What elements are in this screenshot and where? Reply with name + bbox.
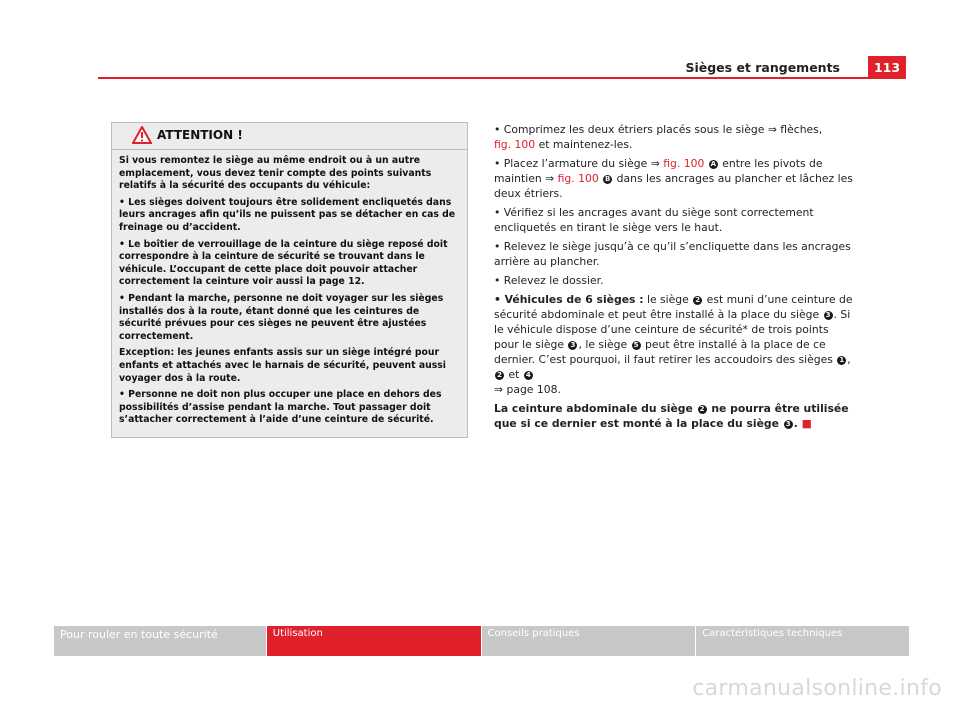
footer-nav [54,626,909,656]
step-compress: • Comprimez les deux étriers placés sous le siège ⇒ flèches, fig. 100 et maintenez-les. [494,123,823,151]
six-seat-note: • Véhicules de 6 sièges : le siège 2 est muni d’une ceinture de sécurité abdominale et peut être installé à la place du siège 3 . Si le véhicule dispose d’une ceinture de sécurité* de trois points pour le siège 3 , le siège 5 peut être installé à la place de ce dernier. C’est pourquoi, il faut retirer les accoudoirs des sièges 1 , 2 et 4 ⇒ page 108. [494,293,853,396]
warning-header [112,123,467,150]
tab-safety[interactable]: Pour rouler en toute sécurité [54,626,266,656]
fig-link[interactable]: fig. 100 [557,172,599,185]
lap-belt-note: La ceinture abdominale du siège 2 ne pourra être utilisée que si ce dernier est monté à la place du siège 3 . ■ [494,402,849,430]
marker-a: A [710,160,716,168]
warning-title: ATTENTION ! [157,128,243,142]
page-number: 113 [868,56,906,79]
marker-b: B [605,175,611,183]
step-verify: • Vérifiez si les ancrages avant du siège sont correctement encliquetés en tirant le siège vers le haut. [494,206,814,234]
warning-paragraph: • Pendant la marche, personne ne doit voyager sur les sièges installés dos à la route, étant donné que les ceintures de sécurité prévues pour ces sièges ne peuvent être ajustées correctement. [119,292,444,342]
warning-paragraph: • Le boîtier de verrouillage de la ceinture du siège reposé doit correspondre à la ceinture de sécurité se trouvant dans le véhicule. L’occupant de cette place doit pouvoir attacher correctement la ceinture voir aussi la page 12. [119,238,448,288]
page-ref[interactable]: ⇒ page 108. [494,383,561,396]
page-header [0,56,960,78]
step-raise-back: • Relevez le dossier. [494,274,604,287]
step-raise-seat: • Relevez le siège jusqu’à ce qu’il s’encliquette dans les ancrages arrière au plancher. [494,240,851,268]
fig-link[interactable]: fig. 100 [494,138,536,151]
main-text [494,122,854,435]
section-title: Sièges et rangements [685,60,840,75]
step-place-frame: • Placez l’armature du siège ⇒ fig. 100 A entre les pivots de maintien ⇒ fig. 100 B dans les ancrages au plancher et lâchez les deux étriers. [494,157,853,200]
watermark: carmanualsonline.info [692,676,942,701]
warning-box [111,122,468,438]
warning-paragraph: • Les sièges doivent toujours être solidement encliquetés dans leurs ancrages afin qu’ils ne puissent pas se détacher en cas de freinage ou d’accident. [119,196,456,233]
fig-link[interactable]: fig. 100 [663,157,705,170]
warning-paragraph: Si vous remontez le siège au même endroit ou à un autre emplacement, vous devez tenir compte des points suivants relatifs à la sécurité des occupants du véhicule: [119,155,432,192]
tab-practical-tips[interactable]: Conseils pratiques [482,626,696,656]
warning-triangle-icon [132,126,152,144]
warning-paragraph: • Personne ne doit non plus occuper une place en dehors des possibilités d’assise pendant la marche. Tout passager doit s’attacher correctement à l’aide d’une ceinture de sécurité. [119,389,442,426]
header-rule [98,77,869,79]
end-mark: ■ [801,417,812,430]
warning-body [112,150,467,437]
tab-technical-specs[interactable]: Caractéristiques techniques [696,626,909,656]
warning-paragraph: Exception: les jeunes enfants assis sur un siège intégré pour enfants et attachés avec le harnais de sécurité, peuvent aussi voyager dos à la route. [119,347,446,384]
tab-usage[interactable]: Utilisation [267,626,481,656]
